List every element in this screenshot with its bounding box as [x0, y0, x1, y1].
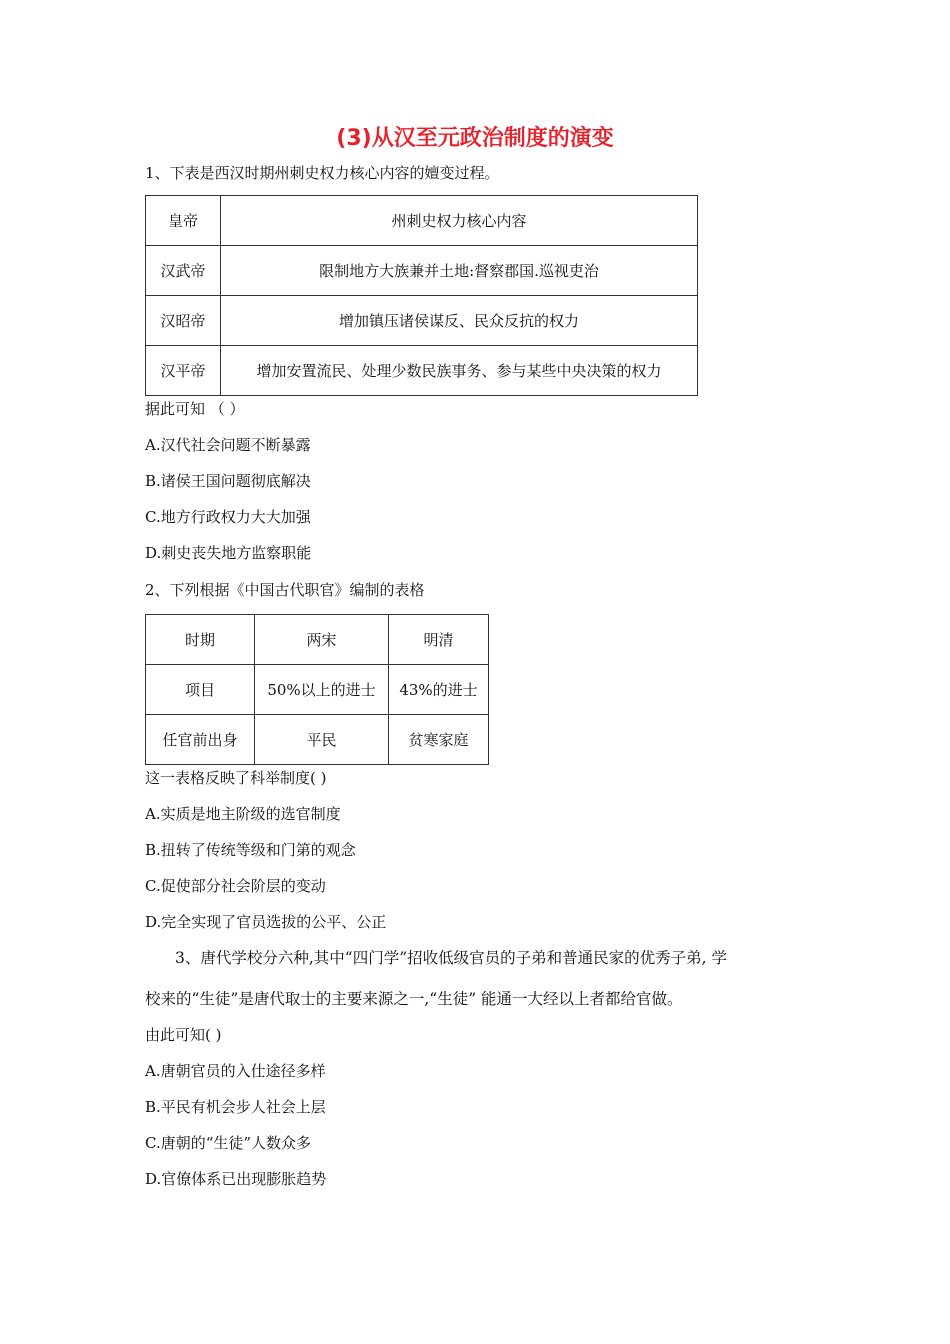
table-cell: 明清: [389, 615, 489, 665]
q1-prompt: 据此可知 （ ）: [145, 400, 245, 418]
q3-prompt: 由此可知( ): [145, 1026, 222, 1044]
table-cell: 43%的进士: [389, 665, 489, 715]
table-cell: 50%以上的进士: [255, 665, 389, 715]
table-row: [146, 246, 698, 296]
table-cell: 两宋: [255, 615, 389, 665]
table-row: [146, 196, 698, 246]
table-cell: 时期: [146, 615, 255, 665]
q1-option-c: C.地方行政权力大大加强: [145, 508, 311, 526]
table-cell: 任官前出身: [146, 715, 255, 765]
q2-option-c: C.促使部分社会阶层的变动: [145, 877, 326, 895]
q1-option-d: D.刺史丧失地方监察职能: [145, 544, 312, 562]
table-row: [146, 346, 698, 396]
table-cell: 汉武帝: [146, 246, 221, 296]
table-row: [146, 296, 698, 346]
table-cell: 平民: [255, 715, 389, 765]
q3-stem-line2: 校来的“生徒”是唐代取士的主要来源之一,“生徒” 能通一大经以上者都给官做。: [145, 990, 683, 1008]
table-row: [146, 665, 489, 715]
table-header-cell: 皇帝: [146, 196, 221, 246]
q2-table: [145, 614, 489, 765]
table-header-cell: 州刺史权力核心内容: [221, 196, 698, 246]
table-cell: 项目: [146, 665, 255, 715]
q1-table: [145, 195, 698, 396]
q3-stem-line1: 3、唐代学校分六种,其中“四门学”招收低级官员的子弟和普通民家的优秀子弟, 学: [175, 949, 727, 967]
table-row: [146, 715, 489, 765]
q1-stem: 1、下表是西汉时期州刺史权力核心内容的嬗变过程。: [145, 164, 500, 182]
q2-option-d: D.完全实现了官员选拔的公平、公正: [145, 913, 387, 931]
q1-option-a: A.汉代社会问题不断暴露: [145, 436, 311, 454]
table-cell: 增加安置流民、处理少数民族事务、参与某些中央决策的权力: [221, 346, 698, 396]
table-cell: 贫寒家庭: [389, 715, 489, 765]
q3-option-d: D.官僚体系已出现膨胀趋势: [145, 1170, 327, 1188]
q3-option-b: B.平民有机会步人社会上层: [145, 1098, 326, 1116]
q3-option-a: A.唐朝官员的入仕途径多样: [145, 1062, 326, 1080]
table-cell: 汉平帝: [146, 346, 221, 396]
table-row: [146, 615, 489, 665]
q3-option-c: C.唐朝的“生徒”人数众多: [145, 1134, 312, 1152]
q2-option-b: B.扭转了传统等级和门第的观念: [145, 841, 356, 859]
q2-option-a: A.实质是地主阶级的选官制度: [145, 805, 341, 823]
q1-option-b: B.诸侯王国问题彻底解决: [145, 472, 311, 490]
table-cell: 增加镇压诸侯谋反、民众反抗的权力: [221, 296, 698, 346]
table-cell: 汉昭帝: [146, 296, 221, 346]
q2-stem: 2、下列根据《中国古代职官》编制的表格: [145, 581, 425, 599]
table-cell: 限制地方大族兼并土地:督察郡国.巡视吏治: [221, 246, 698, 296]
q2-prompt: 这一表格反映了科举制度( ): [145, 769, 327, 787]
page-title: (3)从汉至元政治制度的演变: [336, 126, 614, 151]
